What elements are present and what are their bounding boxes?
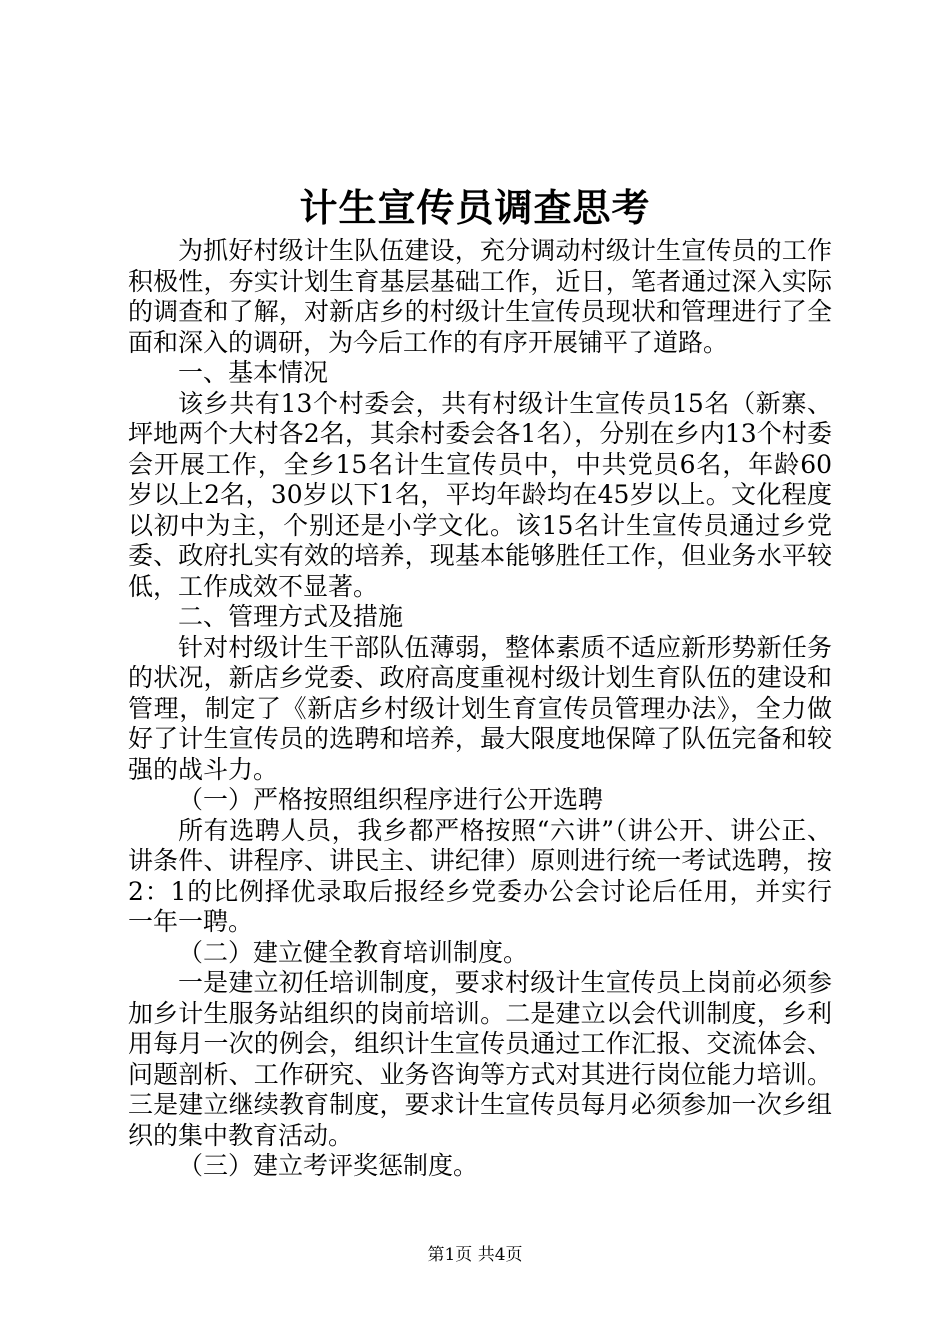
section-heading-management: 二、管理方式及措施 (178, 602, 404, 631)
subheading-training: （二）建立健全教育培训制度。 (178, 937, 529, 967)
management-paragraph: 针对村级计生干部队伍薄弱，整体素质不适应新形势新任务的状况，新店乡党委、政府高度重视村级计划生育队伍的建设和管理，制定了《新店乡村级计划生育宣传员管理办法》，全力做好了计生宣传员的选聘和培养，最大限度地保障了队伍完备和较强的战斗力。 (128, 632, 832, 784)
intro-paragraph: 为抓好村级计生队伍建设，充分调动村级计生宣传员的工作积极性，夯实计划生育基层基础工作，近日，笔者通过深入实际的调查和了解，对新店乡的村级计生宣传员现状和管理进行了全面和深入的调研，为今后工作的有序开展铺平了道路。 (128, 236, 832, 357)
page-footer: 第1页 共4页 (427, 1245, 523, 1265)
basic-situation-paragraph: 该乡共有13个村委会，共有村级计生宣传员15名（新寨、坪地两个大村各2名，其余村委会各1名），分别在乡内13个村委会开展工作，全乡15名计生宣传员中，中共党员6名，年龄60岁以上2名，30岁以下1名，平均年龄均在45岁以上。文化程度以初中为主，个别还是小学文化。该15名计生宣传员通过乡党委、政府扎实有效的培养，现基本能够胜任工作，但业务水平较低，工作成效不显著。 (128, 388, 832, 601)
training-paragraph: 一是建立初任培训制度，要求村级计生宣传员上岗前必须参加乡计生服务站组织的岗前培训。二是建立以会代训制度，乡利用每月一次的例会，组织计生宣传员通过工作汇报、交流体会、问题剖析、工作研究、业务咨询等方式对其进行岗位能力培训。三是建立继续教育制度，要求计生宣传员每月必须参加一次乡组织的集中教育活动。 (128, 968, 832, 1150)
document-title: 计生宣传员调查思考 (299, 185, 651, 230)
document-body (128, 236, 832, 1182)
subheading-recruitment: （一）严格按照组织程序进行公开选聘 (178, 785, 604, 814)
recruitment-paragraph: 所有选聘人员，我乡都严格按照“六讲”（讲公开、讲公正、讲条件、讲程序、讲民主、讲纪律）原则进行统一考试选聘，按2：1的比例择优录取后报经乡党委办公会讨论后任用，并实行一年一聘。 (128, 815, 832, 936)
subheading-evaluation: （三）建立考评奖惩制度。 (178, 1151, 479, 1180)
section-heading-basic-situation: 一、基本情况 (178, 358, 329, 387)
